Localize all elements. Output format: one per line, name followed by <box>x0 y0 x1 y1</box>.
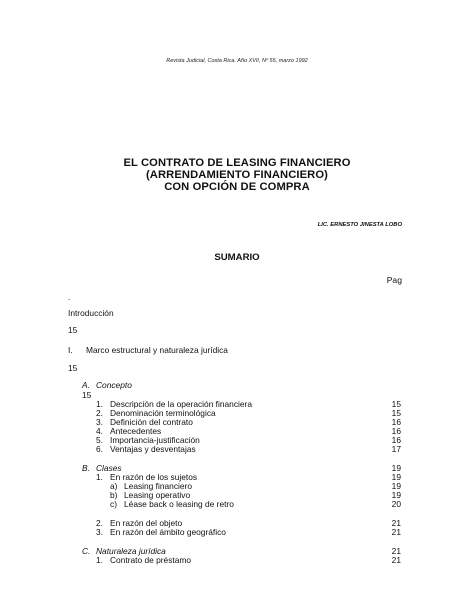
section-a-label: Concepto <box>96 380 132 390</box>
section-1-number: I. <box>68 345 73 355</box>
toc-item-page: 17 <box>391 444 401 454</box>
section-a-letter: A. <box>82 380 90 390</box>
toc-item-page: 16 <box>391 435 401 445</box>
toc-item-page: 16 <box>391 417 401 427</box>
toc-subitem-letter: c) <box>110 499 117 509</box>
toc-item-number: 6. <box>96 444 103 454</box>
toc-item-title: Antecedentes <box>110 426 162 436</box>
author-name: LIC. ERNESTO JINESTA LOBO <box>317 222 402 228</box>
toc-item-page: 21 <box>391 555 401 565</box>
stray-dot: . <box>68 292 71 302</box>
toc-item-page: 15 <box>391 408 401 418</box>
document-title-line-2: (ARRENDAMIENTO FINANCIERO) <box>145 169 328 181</box>
toc-item-title: En razón del ámbito geográfico <box>110 527 226 537</box>
toc-item-title: Contrato de préstamo <box>110 555 192 565</box>
toc-subitem-page: 19 <box>391 490 401 500</box>
toc-row <box>0 555 474 566</box>
page-column-label: Pag <box>386 275 402 285</box>
intro-label: Introducción <box>68 308 114 318</box>
toc-item-title: Importancia-justificación <box>110 435 200 445</box>
toc-item-number: 2. <box>96 518 103 528</box>
toc-item-page: 19 <box>391 472 401 482</box>
section-a-page: 15 <box>82 390 92 400</box>
toc-item-title: Ventajas y desventajas <box>110 444 196 454</box>
toc-item-number: 1. <box>96 399 103 409</box>
toc-item-number: 5. <box>96 435 103 445</box>
toc-item-number: 3. <box>96 527 103 537</box>
toc-item-title: Definición del contrato <box>110 417 193 427</box>
section-b-page: 19 <box>391 463 401 473</box>
toc-row <box>0 444 474 455</box>
toc-subitem-letter: b) <box>110 490 118 500</box>
section-1-label: Marco estructural y naturaleza jurídica <box>86 345 228 355</box>
toc-row <box>0 527 474 538</box>
section-c-label: Naturaleza jurídica <box>96 546 166 556</box>
section-c-page: 21 <box>391 546 401 556</box>
toc-item-title: Descripción de la operación financiera <box>110 399 252 409</box>
section-c-letter: C. <box>82 546 91 556</box>
toc-item-title: En razón de los sujetos <box>110 472 198 482</box>
sumario-heading: SUMARIO <box>214 252 260 263</box>
toc-item-number: 1. <box>96 472 103 482</box>
header-note: Revista Judicial, Costa Rica. Año XVII, Nº 55, marzo 1992 <box>166 58 308 64</box>
toc-item-page: 15 <box>391 399 401 409</box>
toc-subitem-page: 19 <box>391 481 401 491</box>
toc-subrow <box>0 499 474 510</box>
section-b-label: Clases <box>96 463 122 473</box>
section-b-letter: B. <box>82 463 90 473</box>
toc-item-page: 16 <box>391 426 401 436</box>
toc-item-title: Denominación terminológica <box>110 408 216 418</box>
section-1-page: 15 <box>68 363 78 373</box>
document-title-line-3: CON OPCIÓN DE COMPRA <box>164 181 310 193</box>
toc-subitem-letter: a) <box>110 481 118 491</box>
toc-item-page: 21 <box>391 518 401 528</box>
toc-item-title: En razón del objeto <box>110 518 183 528</box>
toc-subitem-title: Léase back o leasing de retro <box>124 499 234 509</box>
toc-item-number: 1. <box>96 555 103 565</box>
toc-subitem-title: Leasing operativo <box>124 490 191 500</box>
intro-page: 15 <box>68 325 78 335</box>
document-title-line-1: EL CONTRATO DE LEASING FINANCIERO <box>123 157 351 169</box>
toc-item-page: 21 <box>391 527 401 537</box>
toc-item-number: 2. <box>96 408 103 418</box>
toc-item-number: 3. <box>96 417 103 427</box>
toc-subitem-page: 20 <box>391 499 401 509</box>
toc-item-number: 4. <box>96 426 103 436</box>
toc-subitem-title: Leasing financiero <box>124 481 192 491</box>
